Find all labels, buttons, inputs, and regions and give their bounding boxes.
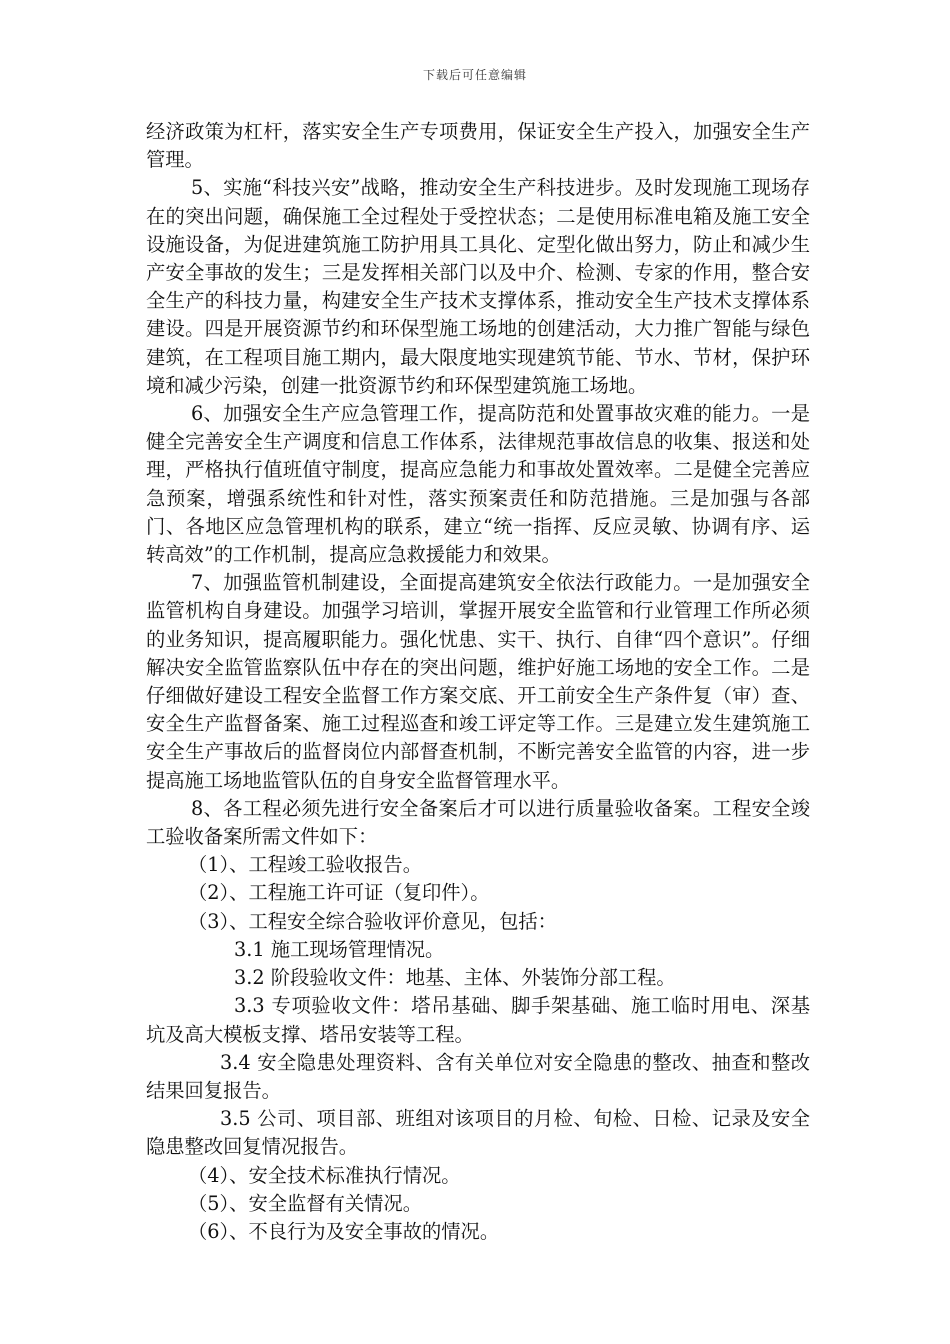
sub-list-item: 3.1 施工现场管理情况。 (234, 937, 445, 961)
list-item: （4）、安全技术标准执行情况。 (188, 1163, 461, 1187)
list-item: （3）、工程安全综合验收评价意见，包括： (188, 909, 557, 933)
paragraph-continuation: 经济政策为杠杆，落实安全生产专项费用，保证安全生产投入，加强安全生产管理。 (146, 120, 810, 172)
paragraph-item-8: 8、各工程必须先进行安全备案后才可以进行质量验收备案。工程安全竣工验收备案所需文件如下： (146, 796, 810, 849)
page-header: 下载后可任意编辑 (422, 68, 527, 82)
paragraph-item-6: 6、加强安全生产应急管理工作，提高防范和处置事故灾难的能力。一是健全完善安全生产调度和信息工作体系，法律规范事故信息的收集、报送和处理，严格执行值班值守制度，提高应急能力和事故处置效率。二是健全完善应急预案，增强系统性和针对性，落实预案责任和防范措施。三是加强与各部门、各地区应急管理机构的联系，建立“统一指挥、反应灵敏、协调有序、运转高效”的工作机制，提高应急救援能力和效果。 (146, 402, 810, 567)
document-body (146, 118, 810, 1246)
paragraph-item-5: 5、实施“科技兴安”战略，推动安全生产科技进步。及时发现施工现场存在的突出问题，确保施工全过程处于受控状态；二是使用标准电箱及施工安全设施设备，为促进建筑施工防护用具工具化、定型化做出努力，防止和减少生产安全事故的发生；三是发挥相关部门以及中介、检测、专家的作用，整合安全生产的科技力量，构建安全生产技术支撑体系，推动安全生产技术支撑体系建设。四是开展资源节约和环保型施工场地的创建活动，大力推广智能与绿色建筑，在工程项目施工期内，最大限度地实现建筑节能、节水、节材，保护环境和减少污染，创建一批资源节约和环保型建筑施工场地。 (146, 176, 810, 397)
list-item: （5）、安全监督有关情况。 (188, 1191, 422, 1215)
paragraph-item-7: 7、加强监管机制建设，全面提高建筑安全依法行政能力。一是加强安全监管机构自身建设。加强学习培训，掌握开展安全监管和行业管理工作所必须的业务知识，提高履职能力。强化忧患、实干、执行、自律“四个意识”。仔细解决安全监管监察队伍中存在的突出问题，维护好施工场地的安全工作。二是仔细做好建设工程安全监督工作方案交底、开工前安全生产条件复（审）查、安全生产监督备案、施工过程巡查和竣工评定等工作。三是建立发生建筑施工安全生产事故后的监督岗位内部督查机制，不断完善安全监管的内容，进一步提高施工场地监管队伍的自身安全监督管理水平。 (146, 571, 810, 792)
list-item: （1）、工程竣工验收报告。 (188, 853, 422, 877)
list-item: （2）、工程施工许可证（复印件）。 (188, 881, 490, 905)
sub-list-item: 3.2 阶段验收文件：地基、主体、外装饰分部工程。 (234, 966, 676, 990)
sub-list-item: 3.3 专项验收文件：塔吊基础、脚手架基础、施工临时用电、深基坑及高大模板支撑、塔吊安装等工程。 (146, 994, 810, 1046)
list-item: （6）、不良行为及安全事故的情况。 (188, 1219, 500, 1243)
sub-list-item: 3.4 安全隐患处理资料、含有关单位对安全隐患的整改、抽查和整改结果回复报告。 (146, 1050, 810, 1102)
sub-list-item: 3.5 公司、项目部、班组对该项目的月检、旬检、日检、记录及安全隐患整改回复情况报告。 (146, 1107, 810, 1159)
